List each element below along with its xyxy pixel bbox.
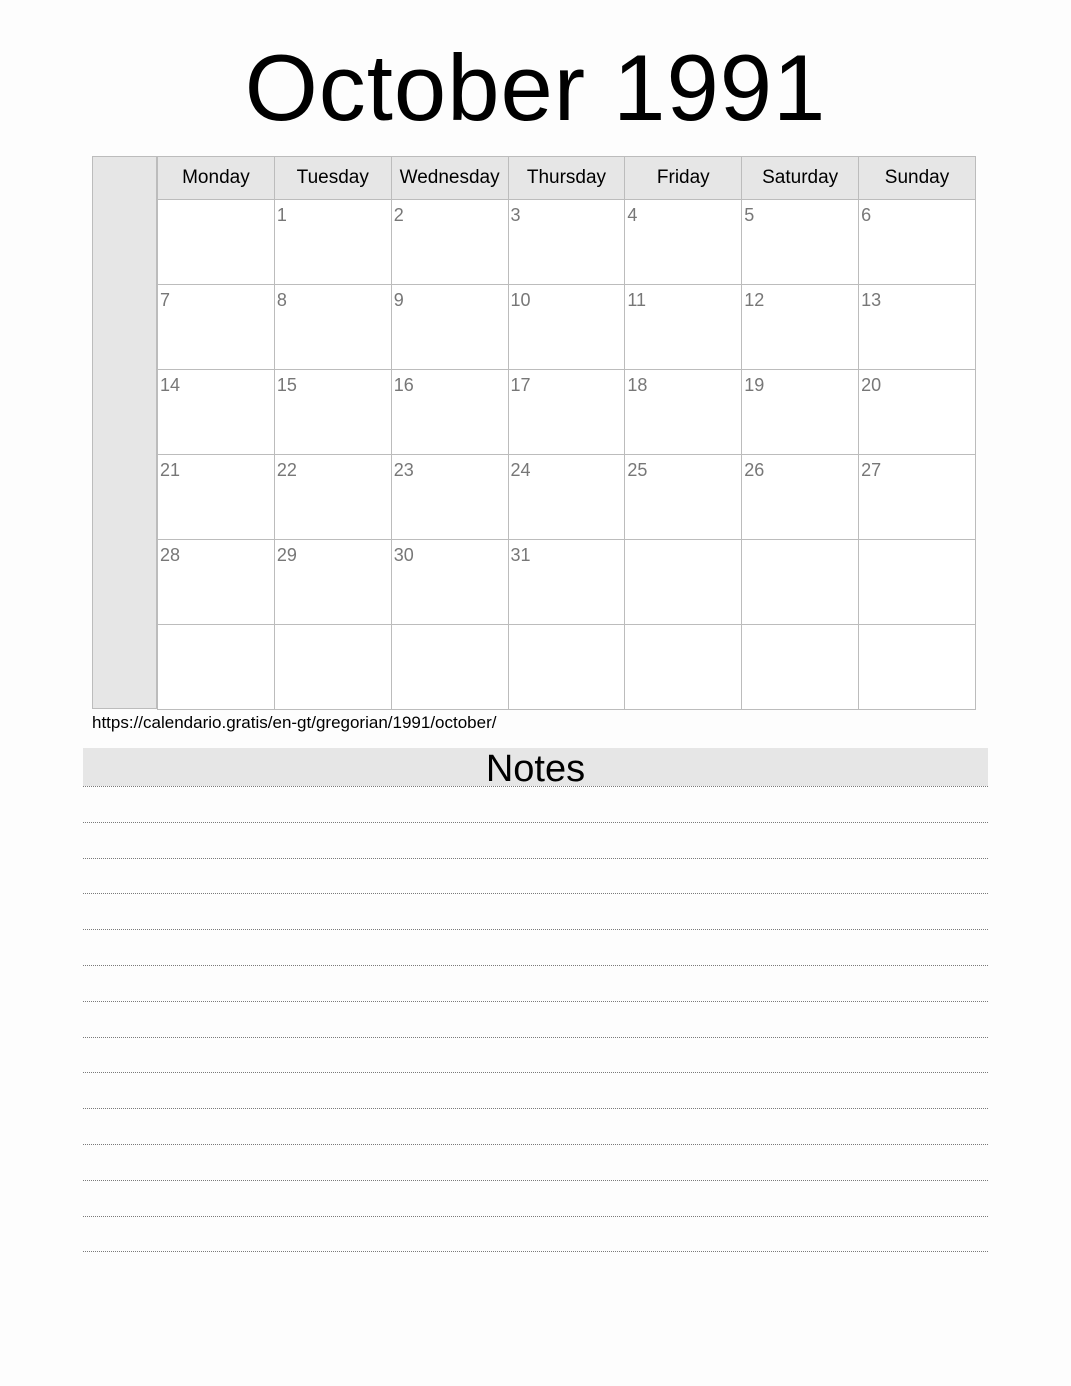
day-number: 26 (744, 460, 765, 480)
day-cell (625, 625, 742, 710)
day-cell (158, 540, 275, 625)
day-cell (859, 200, 976, 285)
week-number-column (92, 156, 157, 709)
note-line[interactable] (83, 787, 988, 823)
day-number: 3 (510, 205, 521, 225)
note-line[interactable] (83, 1109, 988, 1145)
day-cell (742, 540, 859, 625)
day-cell (158, 285, 275, 370)
day-number: 30 (393, 545, 414, 565)
day-number: 9 (393, 290, 404, 310)
day-number: 19 (744, 375, 765, 395)
notes-lines (83, 786, 988, 1252)
notes-title: Notes (83, 748, 988, 786)
day-number: 1 (276, 205, 287, 225)
day-number (742, 625, 858, 630)
day-number: 16 (393, 375, 414, 395)
week-row (158, 455, 976, 540)
day-number: 22 (276, 460, 297, 480)
calendar-grid (92, 156, 976, 709)
day-cell (508, 540, 625, 625)
note-line[interactable] (83, 1002, 988, 1038)
day-number (158, 200, 274, 205)
note-line[interactable] (83, 1217, 988, 1253)
day-number: 15 (276, 375, 297, 395)
day-cell (625, 540, 742, 625)
day-cell (391, 370, 508, 455)
weekday-header: Sunday (859, 157, 976, 200)
day-cell (625, 200, 742, 285)
day-number: 7 (160, 290, 171, 310)
day-number (275, 625, 391, 630)
day-cell (274, 540, 391, 625)
day-cell (859, 540, 976, 625)
note-line[interactable] (83, 1181, 988, 1217)
source-url: https://calendario.gratis/en-gt/gregorian/1991/october/ (92, 713, 497, 732)
note-line[interactable] (83, 1145, 988, 1181)
day-cell (625, 370, 742, 455)
day-number: 5 (744, 205, 755, 225)
note-line[interactable] (83, 1073, 988, 1109)
day-cell (274, 455, 391, 540)
weekday-header: Tuesday (274, 157, 391, 200)
day-number (742, 540, 858, 545)
note-line[interactable] (83, 859, 988, 895)
day-number: 18 (627, 375, 648, 395)
weekday-header: Friday (625, 157, 742, 200)
day-number: 14 (160, 375, 181, 395)
day-number (158, 625, 274, 630)
day-number: 13 (861, 290, 882, 310)
week-row (158, 540, 976, 625)
day-cell (625, 455, 742, 540)
day-number: 29 (276, 545, 297, 565)
day-number: 28 (160, 545, 181, 565)
day-cell (274, 285, 391, 370)
day-cell (391, 455, 508, 540)
day-cell (508, 200, 625, 285)
day-cell (742, 200, 859, 285)
day-cell (158, 625, 275, 710)
day-number: 4 (627, 205, 638, 225)
day-number: 17 (510, 375, 531, 395)
day-cell (508, 370, 625, 455)
day-cell (158, 200, 275, 285)
weekday-header: Saturday (742, 157, 859, 200)
day-number: 10 (510, 290, 531, 310)
day-cell (391, 625, 508, 710)
calendar-title: October 1991 (244, 35, 827, 140)
day-cell (508, 625, 625, 710)
day-cell (508, 285, 625, 370)
day-number: 23 (393, 460, 414, 480)
day-cell (742, 285, 859, 370)
day-cell (391, 200, 508, 285)
day-number: 25 (627, 460, 648, 480)
day-number (625, 625, 741, 630)
day-number: 24 (510, 460, 531, 480)
note-line[interactable] (83, 930, 988, 966)
day-cell (274, 625, 391, 710)
note-line[interactable] (83, 1038, 988, 1074)
day-number: 2 (393, 205, 404, 225)
weekday-header: Monday (158, 157, 275, 200)
day-number: 6 (861, 205, 872, 225)
day-cell (859, 625, 976, 710)
note-line[interactable] (83, 966, 988, 1002)
week-row (158, 370, 976, 455)
day-number (625, 540, 741, 545)
day-cell (859, 285, 976, 370)
day-number (509, 625, 625, 630)
day-cell (859, 455, 976, 540)
day-number: 27 (861, 460, 882, 480)
day-cell (158, 370, 275, 455)
day-number: 21 (160, 460, 181, 480)
day-number: 11 (627, 290, 647, 310)
day-cell (742, 370, 859, 455)
weekday-header: Wednesday (391, 157, 508, 200)
day-cell (742, 625, 859, 710)
day-cell (274, 370, 391, 455)
day-cell (859, 370, 976, 455)
day-cell (158, 455, 275, 540)
weekday-header-row (158, 157, 976, 200)
day-cell (508, 455, 625, 540)
day-cell (391, 540, 508, 625)
day-cell (274, 200, 391, 285)
day-number: 8 (276, 290, 287, 310)
weekday-header: Thursday (508, 157, 625, 200)
day-number (392, 625, 508, 630)
day-cell (625, 285, 742, 370)
day-number (859, 540, 975, 545)
day-number: 20 (861, 375, 882, 395)
day-number: 12 (744, 290, 765, 310)
week-row (158, 285, 976, 370)
month-table (157, 156, 976, 710)
day-number: 31 (510, 545, 531, 565)
day-cell (391, 285, 508, 370)
week-row (158, 625, 976, 710)
day-cell (742, 455, 859, 540)
day-number (859, 625, 975, 630)
note-line[interactable] (83, 894, 988, 930)
week-row (158, 200, 976, 285)
note-line[interactable] (83, 823, 988, 859)
